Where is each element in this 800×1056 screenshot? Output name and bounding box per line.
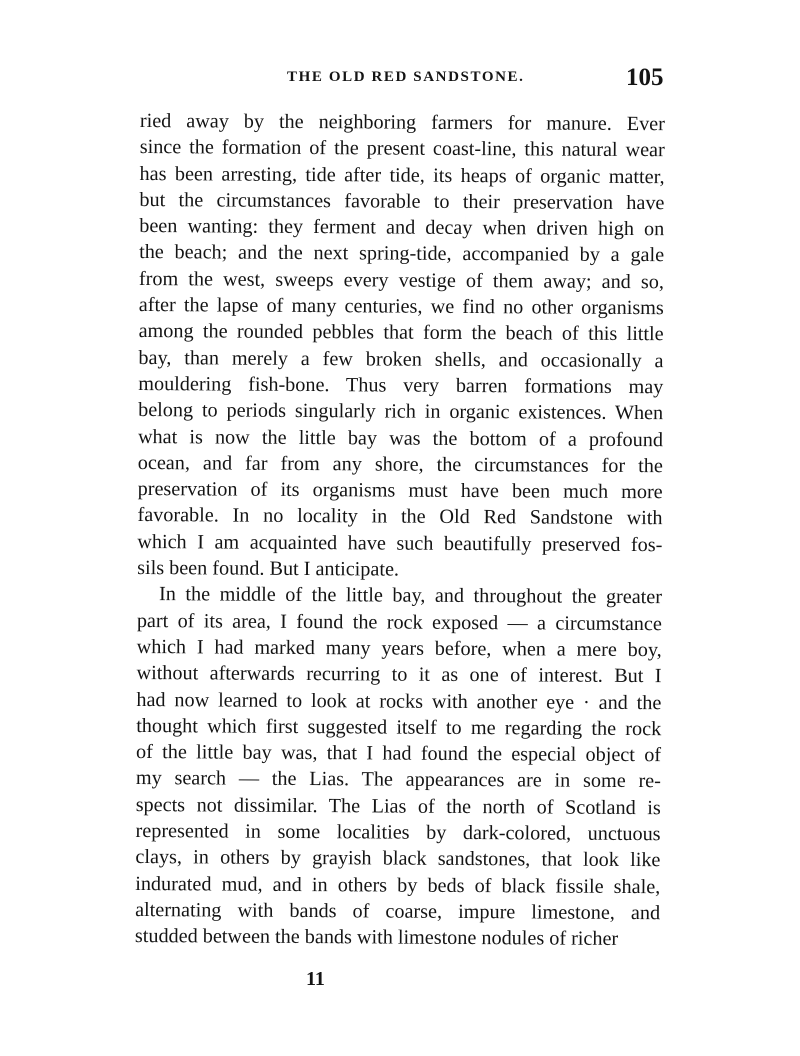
text-line: the beach; and the next spring-tide, accompanied by a gale <box>139 241 665 267</box>
text-line: favorable. In no locality in the Old Red Sandstone with <box>137 504 663 530</box>
text-line: spects not dissimilar. The Lias of the north of Scotland is <box>135 793 661 819</box>
body-text <box>135 108 665 953</box>
text-line: has been arresting, tide after tide, its heaps of organic matter, <box>139 162 665 188</box>
text-line: thought which first suggested itself to me regarding the rock <box>136 714 662 741</box>
text-line: been wanting: they ferment and decay when driven high on <box>139 215 665 241</box>
text-line: what is now the little bay was the bottom of a profound <box>137 425 664 451</box>
signature-mark: 11 <box>306 968 325 990</box>
text-line: but the circumstances favorable to their preservation have <box>139 188 665 215</box>
text-line: mouldering fish-bone. Thus very barren formations may <box>138 372 664 399</box>
text-line: after the lapse of many centuries, we find no other organisms <box>138 294 664 320</box>
text-line: which I am acquainted have such beautifully preserved fos- <box>137 530 663 556</box>
paragraph <box>137 108 665 585</box>
text-line: which I had marked many years before, when a mere boy, <box>136 635 662 662</box>
text-line: ried away by the neighboring farmers for manure. Ever <box>139 109 665 136</box>
text-line: bay, than merely a few broken shells, and occasionally a <box>138 346 664 372</box>
paragraph <box>135 581 662 952</box>
text-line: studded between the bands with limestone nodules of richer <box>134 925 619 951</box>
text-line: preservation of its organisms must have been much more <box>137 478 663 504</box>
text-line: clays, in others by grayish black sandstones, that look like <box>135 846 661 872</box>
running-title: THE OLD RED SANDSTONE. <box>287 69 525 85</box>
text-line: since the formation of the present coast-line, this natural wear <box>139 136 665 162</box>
page-number: 105 <box>626 64 664 91</box>
text-line: indurated mud, and in others by beds of black fissile shale, <box>135 872 661 898</box>
text-line: among the rounded pebbles that form the beach of this little <box>138 320 664 346</box>
text-line: belong to periods singularly rich in organic existences. When <box>138 399 664 425</box>
text-line: alternating with bands of coarse, impure limestone, and <box>135 898 661 925</box>
text-line: sils been found. But I anticipate. <box>137 557 400 581</box>
text-line: without afterwards recurring to it as one of interest. But I <box>136 662 662 688</box>
text-line: from the west, sweeps every vestige of them away; and so, <box>138 267 665 293</box>
text-line: of the little bay was, that I had found the especial object of <box>135 741 662 767</box>
text-line: had now learned to look at rocks with another eye · and the <box>136 688 662 714</box>
text-line: In the middle of the little bay, and throughout the greater <box>158 583 663 609</box>
text-line: represented in some localities by dark-colored, unctuous <box>135 820 661 846</box>
text-line: my search — the Lias. The appearances are in some re- <box>135 767 661 793</box>
text-line: ocean, and far from any shore, the circumstances for the <box>137 451 663 478</box>
text-line: part of its area, I found the rock exposed — a circumstance <box>136 609 662 635</box>
page-header <box>0 64 800 94</box>
